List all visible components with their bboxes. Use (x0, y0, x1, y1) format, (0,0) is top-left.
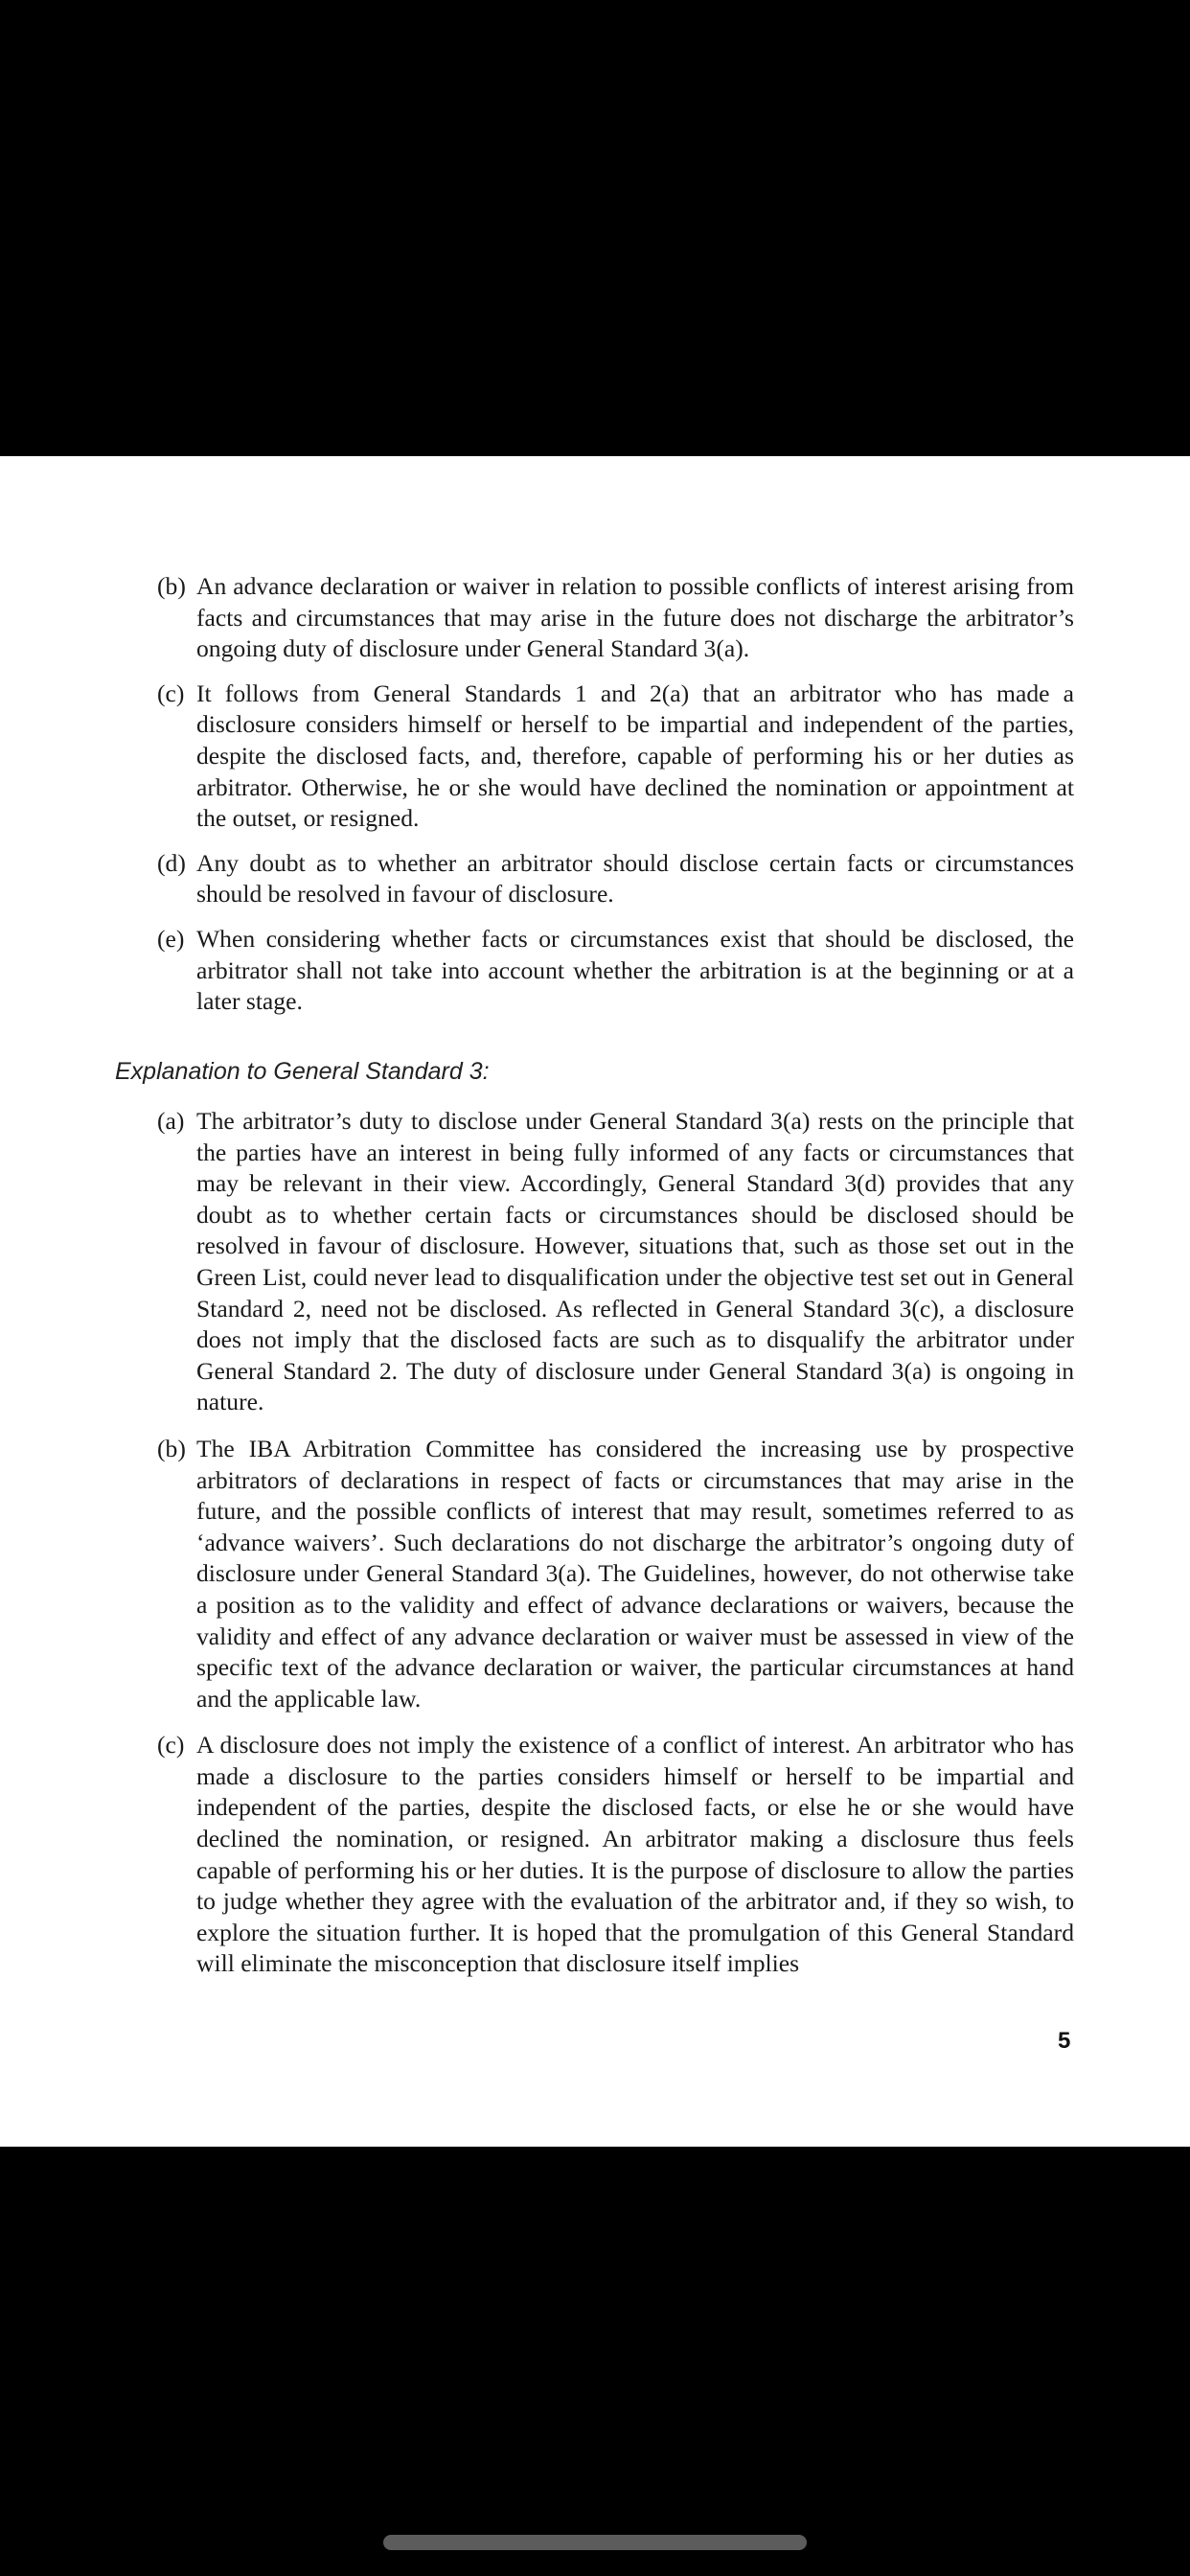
list-marker: (e) (157, 924, 185, 953)
standard-3-list (157, 571, 1074, 1018)
page-number: 5 (1058, 2028, 1071, 2054)
list-item (157, 1730, 1074, 1980)
list-item (157, 848, 1074, 910)
list-item-text: The IBA Arbitration Committee has considered the increasing use by prospective arbitrators of declarations in respect of facts or circumstances that may arise in the future, and the possible conflicts of interest that may result, sometimes referred to as ‘advance waivers’. Such declarations do not discharge the arbitrator’s ongoing duty of disclosure under General Standard 3(a). The Guidelines, however, do not otherwise take a position as to the validity and effect of advance declarations or waivers, because the validity and effect of any advance declaration or waiver must be assessed in view of the specific text of the advance declaration or waiver, the particular circumstances at hand and the applicable law. (196, 1434, 1074, 1713)
document-page[interactable] (0, 456, 1190, 2147)
list-item-text: A disclosure does not imply the existence of a conflict of interest. An arbitrator who has made a disclosure to the parties considers himself or herself to be impartial and independent of the parties, despite the disclosed facts, or else he or she would have declined the nomination, or resigned. An arbitrator making a disclosure thus feels capable of performing his or her duties. It is the purpose of disclosure to allow the parties to judge whether they agree with the evaluation of the arbitrator and, if they so wish, to explore the situation further. It is hoped that the promulgation of this General Standard will eliminate the misconception that disclosure itself implies (196, 1731, 1074, 1978)
list-item (157, 1434, 1074, 1714)
list-item (157, 924, 1074, 1018)
list-item-text: An advance declaration or waiver in relation to possible conflicts of interest arising from facts and circumstances that may arise in the future does not discharge the arbitrator’s ongoing duty of disclosure under General Standard 3(a). (196, 572, 1074, 663)
list-marker: (c) (157, 1731, 185, 1760)
list-item-text: The arbitrator’s duty to disclose under General Standard 3(a) rests on the principle that the parties have an interest in being fully informed of any facts or circumstances that may be relevant in their view. Accordingly, General Standard 3(d) provides that any doubt as to whether certain facts or circumstances should be disclosed should be resolved in favour of disclosure. However, situations that, such as those set out in the Green List, could never lead to disqualification under the objective test set out in General Standard 2, need not be disclosed. As reflected in General Standard 3(c), a disclosure does not imply that the disclosed facts are such as to disqualify the arbitrator under General Standard 2. The duty of disclosure under General Standard 3(a) is ongoing in nature. (196, 1107, 1074, 1416)
list-marker: (d) (157, 848, 186, 877)
list-item (157, 571, 1074, 665)
list-marker: (a) (157, 1107, 185, 1135)
list-marker: (b) (157, 572, 186, 600)
bottom-black-bar (0, 2147, 1190, 2576)
explanation-list (157, 1106, 1074, 1980)
list-marker: (c) (157, 678, 185, 707)
section-heading: Explanation to General Standard 3: (115, 1058, 490, 1085)
top-black-bar (0, 0, 1190, 456)
list-item-text: When considering whether facts or circumstances exist that should be disclosed, the arbitrator shall not take into account whether the arbitration is at the beginning or at a later stage. (196, 924, 1074, 1016)
home-indicator[interactable] (383, 2535, 807, 2550)
list-marker: (b) (157, 1434, 186, 1462)
list-item (157, 1106, 1074, 1418)
list-item (157, 678, 1074, 835)
list-item-text: Any doubt as to whether an arbitrator should disclose certain facts or circumstances should be resolved in favour of disclosure. (196, 848, 1074, 908)
list-item-text: It follows from General Standards 1 and 2(a) that an arbitrator who has made a disclosure considers himself or herself to be impartial and independent of the parties, despite the disclosed facts, and, therefore, capable of performing his or her duties as arbitrator. Otherwise, he or she would have declined the nomination or appointment at the outset, or resigned. (196, 678, 1074, 833)
